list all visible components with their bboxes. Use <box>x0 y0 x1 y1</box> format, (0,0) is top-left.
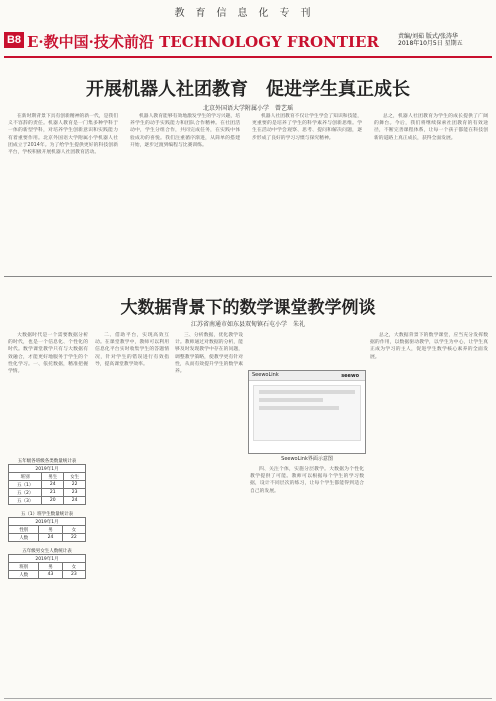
table-cell: 22 <box>62 534 85 542</box>
table-header: 班别 <box>9 563 39 571</box>
article2-column-4: 四、关注个体，实施分层教学。大数据为个性化教学提供了可能。教师可以根据每个学生的学习数据，设计不同层次的练习，让每个学生都能得到适合自己的发展。 <box>250 467 364 494</box>
table-caption: 五（1）班学生数量统计表 <box>20 512 74 517</box>
data-table-3 <box>8 548 86 579</box>
table-header: 男 <box>39 563 62 571</box>
masthead-banner: 教育信息化专刊 <box>174 8 322 19</box>
table-header: 女 <box>62 526 85 534</box>
article2-column-1: 大数据时代是一个需要数据分析的时代，也是一个信息化、个性化的时代。数学课堂教学只有与大数据有效融合，才能更好地服务于学生的个性化学习。一、依托数据，精准把握学情。 <box>8 333 88 375</box>
table-cell: 人数 <box>9 571 39 579</box>
table-cell: 人数 <box>9 534 39 542</box>
table-cell: 24 <box>42 481 64 489</box>
seewolink-screenshot <box>248 370 366 454</box>
table-header: 女生 <box>64 473 86 481</box>
placeholder-row <box>259 406 339 410</box>
table-cell: 23 <box>62 571 85 579</box>
table-cell: 20 <box>42 497 64 505</box>
article1-column-4: 总之，机器人社团教育为学生的成长提供了广阔的舞台。今后，我们将继续探索社团教育的有效途径，不断完善课程体系，让每一个孩子都能在科技创新的道路上真正成长，获得全面发展。 <box>374 114 488 141</box>
table-header: 性别 <box>9 526 39 534</box>
article2-title: 大数据背景下的数学课堂教学例谈 <box>120 298 376 318</box>
article1-column-2: 机器人教育能够有效地激发学生的学习兴趣，培养学生的动手实践能力和团队合作精神。在社团活动中，学生分组合作，共同完成任务，在实践中体验成功的喜悦。我们注重循序渐进，从简单的搭建开始，逐步过渡到编程与比赛训练。 <box>130 114 240 148</box>
article2-column-5: 总之，大数据背景下的数学课堂，应当充分发挥数据的作用，以数据驱动教学，以学生为中心，让学生真正成为学习的主人，促进学生数学核心素养的全面发展。 <box>370 333 488 360</box>
article-divider <box>4 276 492 277</box>
figure-caption: SeewoLink界面示意图 <box>281 456 333 462</box>
table-header: 男 <box>39 526 62 534</box>
placeholder-row <box>259 390 355 394</box>
app-body <box>253 385 361 441</box>
table-cell: 五（3） <box>9 497 42 505</box>
issue-info <box>398 33 490 47</box>
table-cell: 五（2） <box>9 489 42 497</box>
table-header: 班别 <box>9 473 42 481</box>
placeholder-row <box>259 398 323 402</box>
app-title-bar: SeewoLink <box>249 371 365 381</box>
section-title: E·教中国·技术前沿 TECHNOLOGY FRONTIER <box>27 33 379 51</box>
article1-column-3: 机器人社团教育不仅让学生学会了知识和技能，更重要的是培养了学生的科学素养与创新思维。学生在活动中学会观察、思考、提问和解决问题，逐步形成了良好的学习习惯与探究精神。 <box>252 114 362 141</box>
tables-block <box>8 458 88 579</box>
table-header: 男生 <box>42 473 64 481</box>
data-table-1 <box>8 458 86 505</box>
table-date: 2019年1月 <box>9 465 86 473</box>
date-line: 2018年10月5日 星期五 <box>398 40 463 47</box>
bottom-rule <box>4 698 492 699</box>
editor-line: 责编/刘茹 版式/张涛华 <box>398 33 458 40</box>
table-caption: 五年级各班级各类数量统计表 <box>17 459 77 464</box>
section-number: B8 <box>4 32 24 48</box>
table-header: 女 <box>62 563 85 571</box>
table-cell: 五（1） <box>9 481 42 489</box>
data-table-2 <box>8 511 86 542</box>
table-cell: 24 <box>64 497 86 505</box>
article2-column-3: 三、分析数据，优化教学设计。教师通过对数据的分析，能够及时发现教学中存在的问题，调整教学策略，使教学更有针对性，从而有效提升学生的数学素养。 <box>175 333 243 375</box>
header-rule <box>4 56 492 58</box>
article2-column-2: 二、借助平台，实现高效互动。在课堂教学中，教师可以利用信息化平台实时收集学生的答题情况，针对学生的错误进行有效指导，提高课堂教学效率。 <box>95 333 169 367</box>
table-caption: 五年级男女生人数统计表 <box>22 549 72 554</box>
article1-title: 开展机器人社团教育 促进学生真正成长 <box>86 79 410 100</box>
table-cell: 23 <box>64 489 86 497</box>
table-cell: 21 <box>42 489 64 497</box>
table-cell: 22 <box>64 481 86 489</box>
table-cell: 43 <box>39 571 62 579</box>
table-date: 2019年1月 <box>9 555 86 563</box>
seewo-logo: seewo <box>341 373 359 379</box>
article1-byline: 北京外国语大学附属小学 曾艺瑶 <box>202 105 293 112</box>
table-cell: 24 <box>39 534 62 542</box>
article2-byline: 江苏省南通市如东县双甸镇石屯小学 朱礼 <box>190 321 305 328</box>
table-date: 2019年1月 <box>9 518 86 526</box>
article1-column-1: 在新时期背景下具有创新精神的新一代，是我们义不容辞的责任。机器人教育是一门集多种学科于一体的新型学科，对培养学生创新意识和实践能力有着重要作用。北京外国语大学附属小学机器人社团成立于2014年。为了给学生提供更好的科技创新平台，学校积极开展机器人社团教育活动。 <box>8 114 118 156</box>
